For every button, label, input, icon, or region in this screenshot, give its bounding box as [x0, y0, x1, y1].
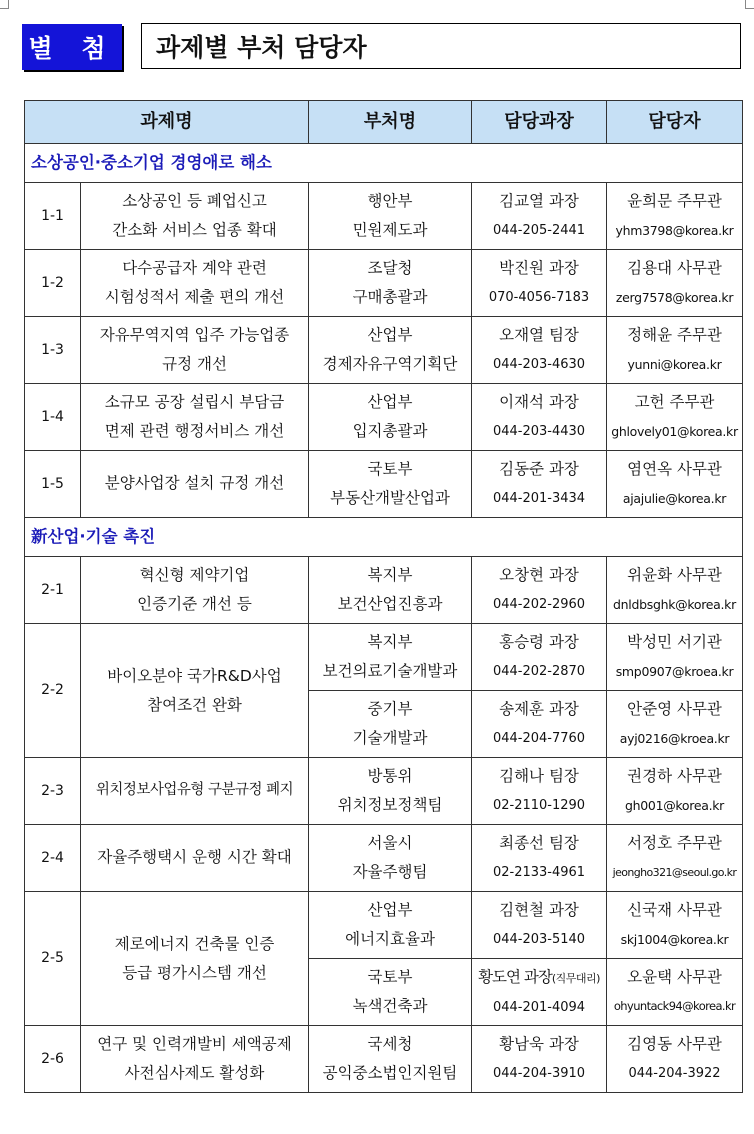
task-line: 다수공급자 계약 관련 — [122, 259, 267, 277]
ministry-name: 복지부 — [367, 633, 413, 651]
task-line: 바이오분야 국가R&D사업 — [107, 666, 282, 685]
ministry-name: 방통위 — [367, 767, 413, 785]
staff-name: 신국재 사무관 — [627, 901, 722, 919]
chief-phone: 044-201-4094 — [492, 999, 586, 1015]
chief-cell — [472, 451, 607, 518]
table-header-row — [25, 101, 743, 144]
task-number: 2-6 — [25, 1026, 81, 1093]
staff-email: yhm3798@korea.kr — [615, 223, 734, 238]
ministry-name: 국토부 — [367, 968, 413, 986]
staff-email: ohyuntack94@korea.kr — [613, 999, 736, 1013]
page-title: 과제별 부처 담당자 — [141, 23, 741, 69]
department-name: 자율주행팀 — [352, 863, 428, 881]
chief-name: 오재열 팀장 — [499, 326, 579, 344]
chief-cell — [472, 691, 607, 758]
task-name — [81, 892, 309, 1026]
department-name: 위치정보정책팀 — [337, 796, 443, 814]
chief-phone: 044-202-2960 — [492, 597, 586, 612]
chief-name: 오창현 과장 — [499, 566, 579, 584]
staff-cell — [607, 959, 743, 1026]
section-row — [25, 144, 743, 183]
staff-cell — [607, 825, 743, 892]
ministry-cell — [309, 250, 472, 317]
staff-name: 윤희문 주무관 — [627, 192, 722, 210]
department-name: 부동산개발산업과 — [330, 489, 450, 507]
staff-cell — [607, 250, 743, 317]
chief-name: 홍승령 과장 — [499, 633, 579, 651]
task-name — [81, 317, 309, 384]
staff-email: ayj0216@kroea.kr — [619, 731, 730, 746]
chief-name: 황남욱 과장 — [499, 1035, 579, 1053]
ministry-cell — [309, 624, 472, 691]
task-number: 2-5 — [25, 892, 81, 1026]
contact-table — [24, 100, 743, 1093]
chief-phone: 044-203-5140 — [492, 932, 586, 947]
chief-phone: 044-201-3434 — [492, 491, 586, 506]
chief-cell — [472, 624, 607, 691]
col-header-ministry: 부처명 — [309, 101, 472, 144]
section-title: 新산업·기술 촉진 — [25, 518, 743, 557]
table-row — [25, 183, 743, 250]
department-name: 기술개발과 — [352, 729, 428, 747]
chief-cell — [472, 317, 607, 384]
staff-cell — [607, 451, 743, 518]
ministry-cell — [309, 758, 472, 825]
staff-name: 염연옥 사무관 — [627, 460, 722, 478]
chief-cell — [472, 892, 607, 959]
ministry-name: 국토부 — [367, 460, 413, 478]
ministry-cell — [309, 183, 472, 250]
task-line: 제로에너지 건축물 인증 — [114, 934, 275, 953]
task-name — [81, 557, 309, 624]
task-line: 시험성적서 제출 편의 개선 — [104, 288, 285, 306]
col-header-chief: 담당과장 — [472, 101, 607, 144]
table-row — [25, 250, 743, 317]
task-name — [81, 250, 309, 317]
chief-name: 송제훈 과장 — [499, 700, 579, 718]
department-name: 구매총괄과 — [352, 288, 428, 306]
staff-cell — [607, 892, 743, 959]
chief-name: 황도연 과장 — [478, 967, 552, 986]
chief-phone: 070-4056-7183 — [488, 290, 590, 305]
staff-cell — [607, 691, 743, 758]
task-line: 인증기준 개선 등 — [137, 595, 252, 613]
col-header-staff: 담당자 — [607, 101, 743, 144]
chief-cell — [472, 384, 607, 451]
task-line: 자유무역지역 입주 가능업종 — [99, 326, 290, 344]
chief-cell — [472, 825, 607, 892]
staff-email: zerg7578@korea.kr — [615, 290, 734, 305]
staff-name: 박성민 서기관 — [627, 633, 722, 651]
chief-cell — [472, 758, 607, 825]
department-name: 입지총괄과 — [352, 422, 428, 440]
ministry-cell — [309, 384, 472, 451]
ministry-name: 행안부 — [367, 192, 413, 210]
chief-phone: 044-203-4430 — [492, 424, 586, 439]
staff-phone: 044-204-3922 — [628, 1066, 721, 1081]
chief-name: 김교열 과장 — [499, 192, 579, 210]
ministry-cell — [309, 959, 472, 1026]
section-row — [25, 518, 743, 557]
chief-cell — [472, 557, 607, 624]
task-line: 면제 관련 행정서비스 개선 — [104, 422, 285, 440]
page-top-edge — [0, 0, 754, 8]
department-name: 녹색건축과 — [352, 997, 428, 1015]
chief-cell — [472, 183, 607, 250]
staff-email: dnldbsghk@korea.kr — [613, 597, 736, 612]
corner-mark-right — [745, 0, 754, 9]
chief-phone: 044-205-2441 — [492, 223, 586, 238]
ministry-cell — [309, 317, 472, 384]
task-number: 2-1 — [25, 557, 81, 624]
staff-name: 권경하 사무관 — [627, 767, 722, 785]
task-line: 소규모 공장 설립시 부담금 — [104, 393, 285, 411]
ministry-name: 산업부 — [367, 393, 413, 411]
chief-phone: 044-202-2870 — [492, 664, 586, 679]
department-name: 에너지효율과 — [345, 930, 435, 948]
task-line: 소상공인 등 폐업신고 — [122, 192, 267, 210]
staff-name: 정해윤 주무관 — [627, 326, 722, 344]
ministry-cell — [309, 451, 472, 518]
table-row — [25, 892, 743, 959]
chief-phone: 044-204-7760 — [492, 731, 586, 746]
staff-cell — [607, 624, 743, 691]
staff-email: yunni@korea.kr — [627, 357, 722, 372]
task-line: 등급 평가시스템 개선 — [122, 963, 267, 982]
ministry-name: 복지부 — [367, 566, 413, 584]
table-row — [25, 317, 743, 384]
task-name — [81, 183, 309, 250]
ministry-name: 국세청 — [367, 1035, 413, 1053]
staff-email: gh001@korea.kr — [625, 798, 725, 813]
task-line: 참여조건 완화 — [147, 695, 242, 714]
staff-cell — [607, 317, 743, 384]
staff-email: ajajulie@korea.kr — [622, 491, 727, 506]
chief-name: 김해나 팀장 — [499, 767, 579, 785]
corner-mark-left — [0, 0, 9, 9]
task-line: 연구 및 인력개발비 세액공제 — [97, 1035, 292, 1053]
task-name: 분양사업장 설치 규정 개선 — [81, 451, 309, 518]
task-number: 2-3 — [25, 758, 81, 825]
ministry-name: 중기부 — [367, 700, 413, 718]
task-number: 1-1 — [25, 183, 81, 250]
department-name: 보건산업진흥과 — [337, 595, 443, 613]
staff-cell — [607, 758, 743, 825]
table-row — [25, 825, 743, 892]
staff-cell — [607, 557, 743, 624]
staff-name: 김영동 사무관 — [627, 1035, 722, 1053]
ministry-name: 서울시 — [367, 834, 413, 852]
chief-name: 최종선 팀장 — [499, 834, 579, 852]
staff-cell — [607, 384, 743, 451]
task-number: 2-4 — [25, 825, 81, 892]
chief-phone: 044-203-4630 — [492, 357, 586, 372]
chief-phone: 02-2133-4961 — [492, 865, 586, 880]
ministry-name: 조달청 — [367, 259, 413, 277]
department-name: 경제자유구역기획단 — [322, 355, 458, 373]
staff-email: ghlovely01@korea.kr — [611, 424, 738, 439]
department-name: 공익중소법인지원팀 — [322, 1064, 458, 1082]
staff-cell — [607, 1026, 743, 1093]
chief-name: 김동준 과장 — [499, 460, 579, 478]
section-title: 소상공인·중소기업 경영애로 해소 — [25, 144, 743, 183]
chief-phone: 02-2110-1290 — [492, 798, 586, 813]
staff-name: 서정호 주무관 — [627, 834, 722, 852]
staff-cell — [607, 183, 743, 250]
chief-note: (직무대리) — [551, 971, 600, 985]
chief-name: 이재석 과장 — [499, 393, 579, 411]
task-line: 사전심사제도 활성화 — [124, 1064, 265, 1082]
ministry-cell — [309, 892, 472, 959]
table-row — [25, 557, 743, 624]
staff-name: 위윤화 사무관 — [627, 566, 722, 584]
table-row — [25, 451, 743, 518]
task-number: 1-5 — [25, 451, 81, 518]
task-name — [81, 624, 309, 758]
task-line: 혁신형 제약기업 — [139, 566, 250, 584]
staff-name: 김용대 사무관 — [627, 259, 722, 277]
chief-name: 김현철 과장 — [499, 901, 579, 919]
task-number: 1-4 — [25, 384, 81, 451]
ministry-cell — [309, 691, 472, 758]
ministry-cell — [309, 1026, 472, 1093]
task-number: 2-2 — [25, 624, 81, 758]
staff-email: jeongho321@seoul.go.kr — [612, 866, 737, 879]
chief-phone: 044-204-3910 — [492, 1066, 586, 1081]
attachment-badge: 별 첨 — [22, 24, 122, 70]
table-row — [25, 384, 743, 451]
task-name — [81, 384, 309, 451]
staff-name: 안준영 사무관 — [627, 700, 722, 718]
col-header-task: 과제명 — [25, 101, 309, 144]
staff-name: 고헌 주무관 — [634, 393, 715, 411]
chief-cell — [472, 959, 607, 1026]
department-name: 민원제도과 — [352, 221, 428, 239]
chief-name: 박진원 과장 — [499, 259, 579, 277]
table-row — [25, 758, 743, 825]
ministry-cell — [309, 825, 472, 892]
task-name: 위치정보사업유형 구분규정 폐지 — [81, 758, 309, 825]
staff-email: smp0907@kroea.kr — [615, 664, 734, 679]
table-row — [25, 624, 743, 691]
department-name: 보건의료기술개발과 — [322, 662, 458, 680]
chief-cell — [472, 1026, 607, 1093]
staff-name: 오윤택 사무관 — [627, 968, 722, 986]
staff-email: skj1004@korea.kr — [620, 932, 729, 947]
task-name: 자율주행택시 운행 시간 확대 — [81, 825, 309, 892]
table-row — [25, 1026, 743, 1093]
task-number: 1-3 — [25, 317, 81, 384]
task-line: 규정 개선 — [162, 355, 227, 373]
ministry-name: 산업부 — [367, 901, 413, 919]
task-line: 간소화 서비스 업종 확대 — [112, 221, 277, 239]
ministry-cell — [309, 557, 472, 624]
chief-name-line — [472, 963, 606, 993]
task-number: 1-2 — [25, 250, 81, 317]
chief-cell — [472, 250, 607, 317]
task-name — [81, 1026, 309, 1093]
ministry-name: 산업부 — [367, 326, 413, 344]
